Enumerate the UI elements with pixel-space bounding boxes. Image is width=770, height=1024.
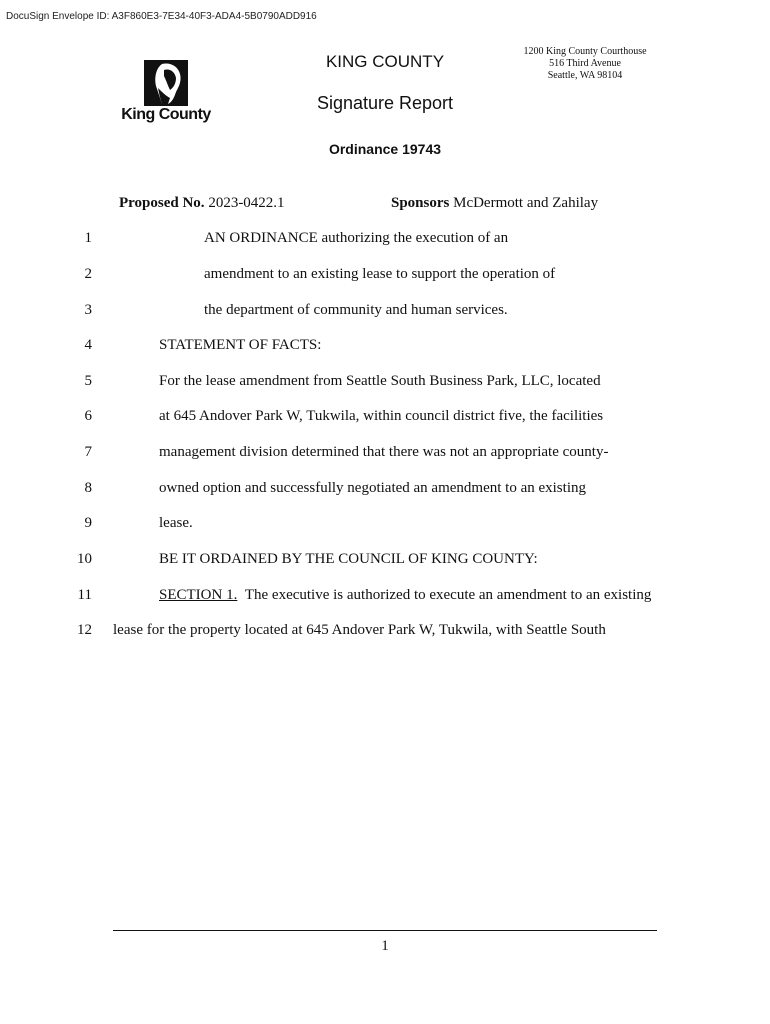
sponsors	[391, 195, 598, 212]
sponsors-label: Sponsors	[391, 195, 450, 211]
section-text: The executive is authorized to execute an amendment to an existing	[244, 587, 652, 603]
line-number: 4	[84, 337, 92, 353]
line-number: 6	[84, 408, 92, 424]
line-text: STATEMENT OF FACTS:	[159, 337, 322, 353]
mlk-portrait-icon	[118, 58, 214, 106]
line-text: the department of community and human services.	[204, 302, 508, 318]
line-text: amendment to an existing lease to support the operation of	[204, 266, 556, 282]
courthouse-address	[505, 46, 665, 82]
address-line: Seattle, WA 98104	[547, 70, 623, 81]
footer-divider	[113, 930, 657, 931]
report-title: Signature Report	[316, 93, 454, 113]
proposed-label: Proposed No.	[119, 195, 205, 211]
line-number: 11	[77, 587, 92, 603]
line-text: lease for the property located at 645 Andover Park W, Tukwila, with Seattle South	[113, 622, 606, 638]
ordinance-line	[0, 587, 770, 607]
ordinance-line	[0, 302, 770, 322]
line-number: 7	[84, 444, 92, 460]
ordinance-number: Ordinance 19743	[328, 141, 442, 157]
line-number: 12	[77, 622, 92, 638]
line-text: For the lease amendment from Seattle South Business Park, LLC, located	[159, 373, 601, 389]
county-name-heading: KING COUNTY	[325, 52, 445, 71]
proposed-value: 2023-0422.1	[208, 195, 285, 211]
line-text: lease.	[159, 515, 193, 531]
ordinance-line	[0, 408, 770, 428]
line-text: BE IT ORDAINED BY THE COUNCIL OF KING COUNTY:	[159, 551, 538, 567]
ordinance-line	[0, 373, 770, 393]
ordinance-line	[0, 480, 770, 500]
ordinance-line	[0, 622, 770, 642]
proposed-number	[119, 195, 285, 212]
line-number: 8	[84, 480, 92, 496]
page-number: 1	[381, 938, 389, 954]
king-county-logo	[118, 58, 214, 128]
ordinance-line	[0, 337, 770, 357]
address-line: 1200 King County Courthouse	[523, 46, 647, 57]
line-number: 1	[84, 230, 92, 246]
sponsors-value: McDermott and Zahilay	[453, 195, 599, 211]
address-line: 516 Third Avenue	[549, 58, 621, 69]
ordinance-line	[0, 515, 770, 535]
line-number: 9	[84, 515, 92, 531]
line-text: AN ORDINANCE authorizing the execution of an	[204, 230, 509, 246]
line-number: 10	[77, 551, 92, 567]
ordinance-line	[0, 551, 770, 571]
line-number: 5	[84, 373, 92, 389]
docusign-envelope-id: DocuSign Envelope ID: A3F860E3-7E34-40F3-ADA4-5B0790ADD916	[6, 11, 317, 22]
ordinance-line	[0, 444, 770, 464]
line-number: 2	[84, 266, 92, 282]
line-text	[159, 587, 651, 604]
line-number: 3	[84, 302, 92, 318]
line-text: management division determined that there was not an appropriate county-	[159, 444, 609, 460]
line-text: owned option and successfully negotiated an amendment to an existing	[159, 480, 586, 496]
section-heading: SECTION 1.	[159, 587, 238, 603]
ordinance-line	[0, 230, 770, 250]
ordinance-line	[0, 266, 770, 286]
line-text: at 645 Andover Park W, Tukwila, within council district five, the facilities	[159, 408, 604, 424]
king-county-logo-text: King County	[121, 106, 211, 123]
